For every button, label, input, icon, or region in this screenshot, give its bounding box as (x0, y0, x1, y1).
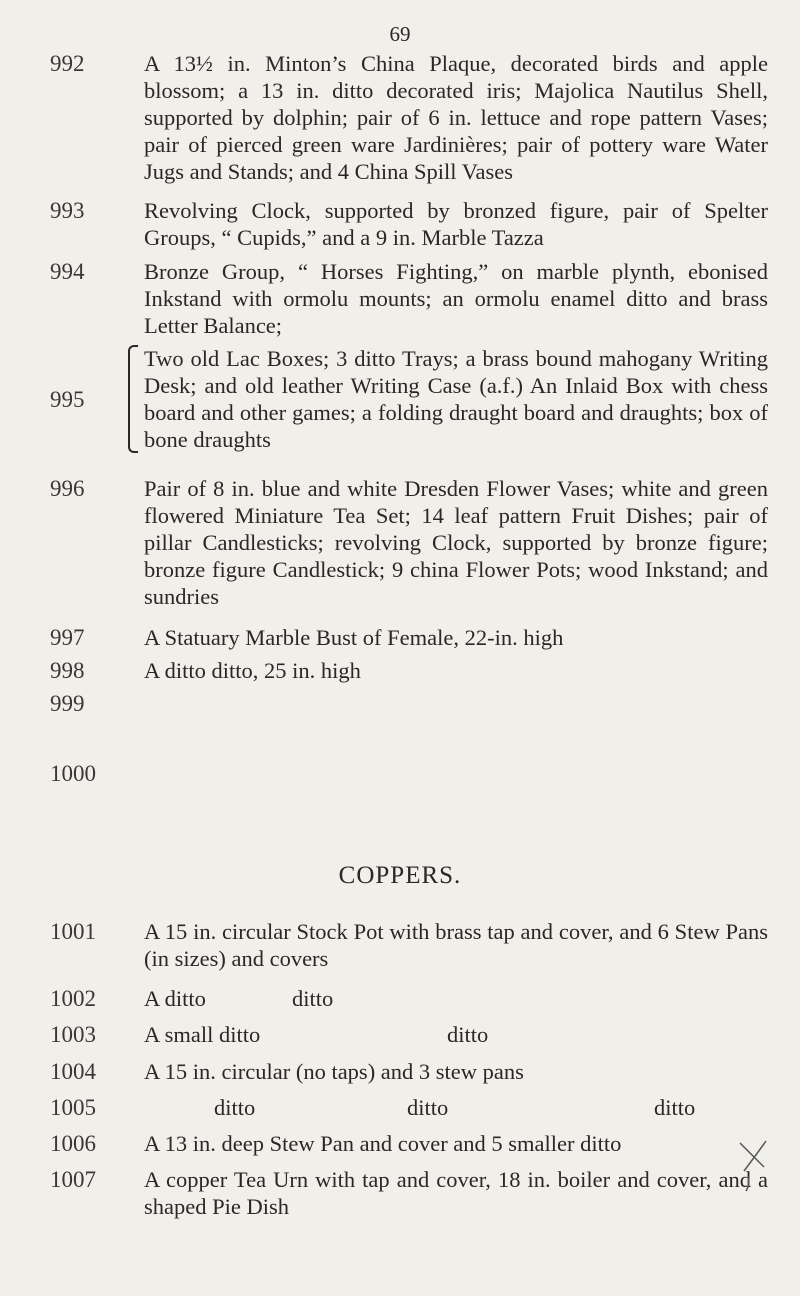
lot-description: A 15 in. circular (no taps) and 3 stew pans (144, 1059, 524, 1084)
lot-description: A 13½ in. Minton’s China Plaque, decorated birds and apple blossom; a 13 in. ditto decorated iris; Majolica Nautilus Shell, supported by dolphin; pair of 6 in. lettuce and rope pattern Vases; pair of pierced green ware Jardinières; pair of pottery ware Water Jugs and Stands; and 4 China Spill Vases (144, 51, 768, 184)
lot-description: Revolving Clock, supported by bronzed figure, pair of Spelter Groups, “ Cupids,” and a 9 in. Marble Tazza (144, 198, 768, 250)
lot-description-item: A ditto (144, 986, 206, 1011)
lot-number: 996 (50, 476, 85, 501)
lot-description-ditto: ditto (654, 1095, 696, 1120)
lot-description: Pair of 8 in. blue and white Dresden Flower Vases; white and green flowered Miniature Tea Set; 14 leaf pattern Fruit Dishes; pair of pillar Candlesticks; revolving Clock, supported by bronze figure; bronze figure Candlestick; 9 china Flower Pots; wood Inkstand; and sundries (144, 476, 768, 609)
lot-number: 1003 (50, 1022, 96, 1047)
lot-description: A 15 in. circular Stock Pot with brass tap and cover, and 6 Stew Pans (in sizes) and covers (144, 919, 768, 971)
lot-number: 999 (50, 691, 85, 716)
lot-number: 997 (50, 625, 85, 650)
page-number: 69 (389, 22, 411, 46)
lot-number: 1006 (50, 1131, 96, 1156)
lot-description: Two old Lac Boxes; 3 ditto Trays; a brass bound mahogany Writing Desk; and old leather Writing Case (a.f.) An Inlaid Box with chess board and other games; a folding draught board and draughts; box of bone draughts (144, 346, 768, 452)
lot-description: Bronze Group, “ Horses Fighting,” on marble plynth, ebonised Inkstand with ormolu mounts; an ormolu enamel ditto and brass Letter Balance; (144, 259, 768, 338)
lot-number: 992 (50, 51, 85, 76)
lot-description: A ditto ditto, 25 in. high (144, 658, 361, 683)
lot-description-item: A small ditto (144, 1022, 261, 1047)
lot-number: 1005 (50, 1095, 96, 1120)
lot-number: 1004 (50, 1059, 96, 1084)
lot-number: 998 (50, 658, 85, 683)
lot-description-ditto: ditto (214, 1095, 256, 1120)
lot-description-ditto: ditto (292, 986, 334, 1011)
lot-number: 1002 (50, 986, 96, 1011)
lot-number: 995 (50, 387, 85, 412)
lot-description: A copper Tea Urn with tap and cover, 18 in. boiler and cover, and a shaped Pie Dish (144, 1167, 768, 1219)
handwritten-margin-mark (734, 1133, 778, 1193)
lot-description-ditto: ditto (447, 1022, 489, 1047)
lot-number: 994 (50, 259, 85, 284)
lot-number: 1001 (50, 919, 96, 944)
lot-description-ditto: ditto (407, 1095, 449, 1120)
lot-description: A Statuary Marble Bust of Female, 22-in. high (144, 625, 564, 650)
lot-number: 1000 (50, 761, 96, 786)
grouping-brace (128, 345, 138, 453)
lot-description: A 13 in. deep Stew Pan and cover and 5 smaller ditto (144, 1131, 622, 1156)
lot-number: 1007 (50, 1167, 96, 1192)
section-heading: COPPERS. (338, 862, 462, 889)
lot-number: 993 (50, 198, 85, 223)
